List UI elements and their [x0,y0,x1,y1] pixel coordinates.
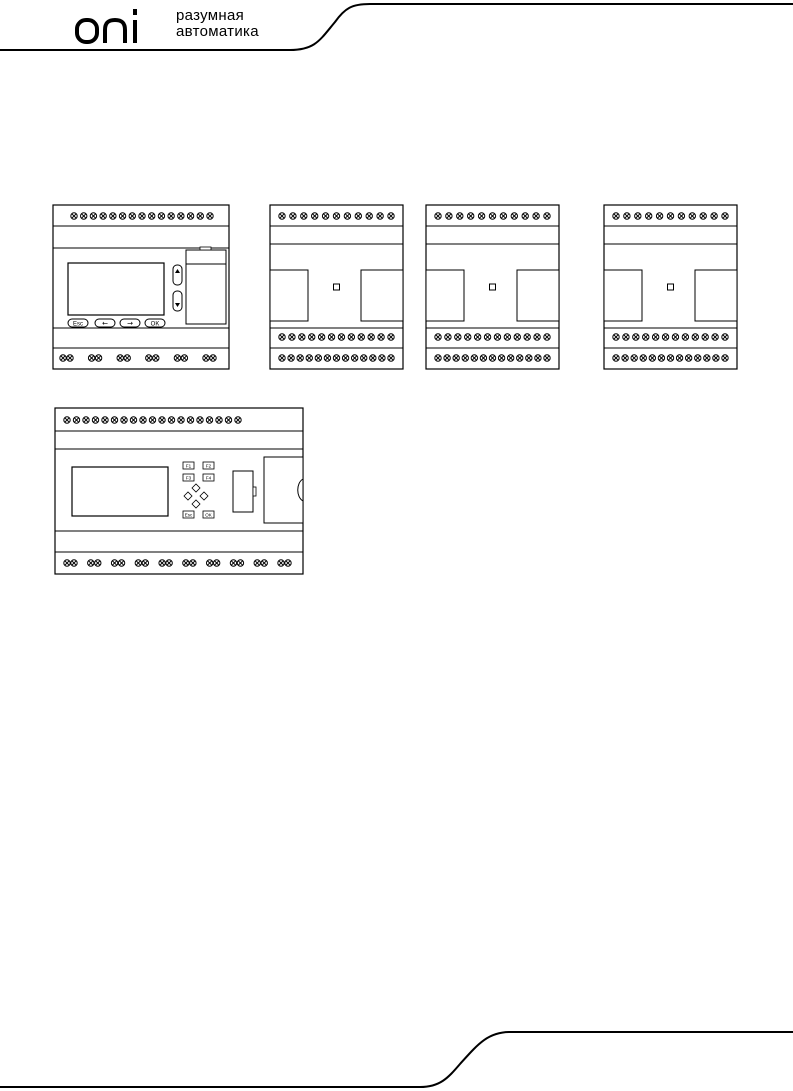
terminal-screw [312,213,318,219]
terminal-screw [207,213,213,219]
terminal-screw [511,213,517,219]
terminal-screw [711,213,717,219]
cpu-module-wide [55,408,303,574]
terminal-screw [344,213,350,219]
terminal-screw [60,355,66,361]
cover-panel [264,457,303,523]
terminal-screw [130,417,136,423]
f1-key-label: F1 [185,463,192,469]
memory-slot [186,264,226,324]
terminal-screw [613,334,619,340]
io-block-right [361,270,403,321]
terminal-screw [230,560,236,566]
terminal-screw [183,560,189,566]
terminal-screw [206,417,212,423]
terminal-screw [322,213,328,219]
terminal-screw [702,334,708,340]
terminal-screw [613,355,619,361]
terminal-screw [622,355,628,361]
terminal-screw [324,355,330,361]
terminal-screw [190,560,196,566]
terminal-screw [624,213,630,219]
terminal-screw [465,334,471,340]
expansion-module [270,205,403,369]
oni-logo [75,6,155,46]
terminal-screw [64,560,70,566]
ok-label: OK [150,321,160,328]
terminal-screw [662,334,668,340]
expansion-module [604,205,737,369]
terminal-screw [435,334,441,340]
terminal-screw [159,560,165,566]
terminal-screw [722,355,728,361]
device-drawing [0,195,793,585]
terminal-screw [445,334,451,340]
terminal-screw [704,355,710,361]
terminal-screw [92,417,98,423]
terminal-screw [435,355,441,361]
terminal-screw [613,213,619,219]
terminal-screw [656,213,662,219]
io-block-left [426,270,464,321]
terminal-screw [533,213,539,219]
terminal-screw [254,560,260,566]
terminal-screw [489,355,495,361]
lcd-display [72,467,168,516]
terminal-screw [158,213,164,219]
terminal-screw [377,213,383,219]
terminal-screw [457,213,463,219]
terminal-screw [635,213,641,219]
terminal-screw [102,417,108,423]
terminal-screw [348,334,354,340]
terminal-screw [328,334,334,340]
terminal-screw [203,355,209,361]
terminal-screw [297,355,303,361]
terminal-screw [388,213,394,219]
terminal-screw [689,213,695,219]
terminal-screw [361,355,367,361]
footer-rule [0,1020,793,1091]
terminal-screw [498,355,504,361]
device-figure [0,195,793,585]
tagline-line-2: автоматика [176,23,259,40]
status-led [668,284,674,290]
terminal-screw [351,355,357,361]
terminal-screw [388,334,394,340]
terminal-screw [279,334,285,340]
terminal-screw [494,334,500,340]
terminal-screw [388,355,394,361]
terminal-screw [129,213,135,219]
terminal-screw [110,213,116,219]
terminal-screw [81,213,87,219]
terminal-screw [88,355,94,361]
terminal-screw [149,213,155,219]
terminal-screw [446,213,452,219]
terminal-screw [712,334,718,340]
terminal-screw [197,213,203,219]
terminal-screw [544,355,550,361]
terminal-screw [278,560,284,566]
terminal-screw [71,213,77,219]
terminal-screw [153,355,159,361]
terminal-screw [676,355,682,361]
terminal-screw [235,417,241,423]
terminal-screw [444,355,450,361]
terminal-screw [71,560,77,566]
terminal-screw [631,355,637,361]
terminal-screw [299,334,305,340]
terminal-screw [435,213,441,219]
terminal-screw [338,334,344,340]
terminal-screw [658,355,664,361]
terminal-screw [67,355,73,361]
terminal-screw [178,213,184,219]
f2-key-label: F2 [205,463,212,469]
terminal-screw [83,417,89,423]
terminal-screw [174,355,180,361]
terminal-screw [216,417,222,423]
arrow-up-button [173,265,182,285]
terminal-screw [140,417,146,423]
terminal-screw [206,560,212,566]
terminal-screw [166,560,172,566]
terminal-screw [695,355,701,361]
terminal-screw [623,334,629,340]
terminal-screw [453,355,459,361]
expansion-module [426,205,559,369]
terminal-screw [646,213,652,219]
terminal-screw [90,213,96,219]
terminal-screw [111,560,117,566]
terminal-screw [111,417,117,423]
terminal-screw [682,334,688,340]
terminal-screw [484,334,490,340]
terminal-screw [119,213,125,219]
terminal-screw [100,213,106,219]
terminal-screw [135,560,141,566]
terminal-screw [649,355,655,361]
terminal-screw [468,213,474,219]
terminal-screw [178,417,184,423]
left-label: ← [102,319,108,328]
terminal-screw [225,417,231,423]
terminal-screw [301,213,307,219]
terminal-screw [187,417,193,423]
terminal-screw [88,560,94,566]
terminal-screw [722,334,728,340]
terminal-screw [181,355,187,361]
terminal-screw [124,355,130,361]
terminal-screw [544,334,550,340]
terminal-screw [514,334,520,340]
terminal-screw [462,355,468,361]
terminal-screw [685,355,691,361]
terminal-screw [210,355,216,361]
terminal-screw [95,355,101,361]
terminal-screw [643,334,649,340]
terminal-screw [279,355,285,361]
f3-key-label: F3 [185,475,192,481]
terminal-screw [370,355,376,361]
terminal-screw [672,334,678,340]
terminal-screw [149,417,155,423]
tagline [176,8,259,40]
terminal-screw [358,334,364,340]
status-led [334,284,340,290]
terminal-screw [455,334,461,340]
terminal-screw [700,213,706,219]
terminal-screw [535,355,541,361]
cpu-module-compact [53,205,229,369]
terminal-screw [522,213,528,219]
io-block-left [270,270,308,321]
terminal-screw [168,417,174,423]
terminal-screw [652,334,658,340]
terminal-screw [474,334,480,340]
terminal-screw [309,334,315,340]
terminal-screw [692,334,698,340]
terminal-screw [261,560,267,566]
terminal-screw [471,355,477,361]
terminal-screw [64,417,70,423]
terminal-screw [168,213,174,219]
terminal-screw [333,213,339,219]
terminal-screw [146,355,152,361]
status-led [490,284,496,290]
terminal-screw [544,213,550,219]
terminal-screw [524,334,530,340]
io-block-right [517,270,559,321]
arrow-down-button [173,291,182,311]
terminal-screw [517,355,523,361]
terminal-screw [480,355,486,361]
terminal-screw [507,355,513,361]
terminal-screw [366,213,372,219]
memory-slot [233,471,253,512]
terminal-screw [342,355,348,361]
terminal-screw [667,355,673,361]
terminal-screw [633,334,639,340]
tagline-line-1: разумная [176,7,245,24]
terminal-screw [315,355,321,361]
terminal-screw [478,213,484,219]
terminal-screw [139,213,145,219]
terminal-screw [722,213,728,219]
terminal-screw [117,355,123,361]
terminal-screw [713,355,719,361]
terminal-screw [142,560,148,566]
terminal-screw [500,213,506,219]
terminal-screw [187,213,193,219]
terminal-screw [378,334,384,340]
esc-key-label: Esc [184,512,193,518]
io-block-left [604,270,642,321]
terminal-screw [504,334,510,340]
terminal-screw [213,560,219,566]
terminal-screw [355,213,361,219]
terminal-screw [121,417,127,423]
right-label: → [127,319,133,328]
terminal-screw [526,355,532,361]
terminal-screw [285,560,291,566]
terminal-screw [237,560,243,566]
terminal-screw [288,355,294,361]
terminal-screw [95,560,101,566]
terminal-screw [289,334,295,340]
terminal-screw [379,355,385,361]
terminal-screw [279,213,285,219]
esc-label: Esc [72,321,84,328]
terminal-screw [368,334,374,340]
terminal-screw [306,355,312,361]
terminal-screw [678,213,684,219]
terminal-screw [667,213,673,219]
f4-key-label: F4 [205,475,212,481]
terminal-screw [73,417,79,423]
terminal-screw [197,417,203,423]
terminal-screw [640,355,646,361]
terminal-screw [159,417,165,423]
terminal-screw [118,560,124,566]
terminal-screw [489,213,495,219]
lcd-display [68,263,164,315]
terminal-screw [290,213,296,219]
terminal-screw [534,334,540,340]
io-block-right [695,270,737,321]
terminal-screws-top [71,213,213,219]
ok-key-label: OK [205,512,212,518]
terminal-screw [318,334,324,340]
terminal-screw [333,355,339,361]
